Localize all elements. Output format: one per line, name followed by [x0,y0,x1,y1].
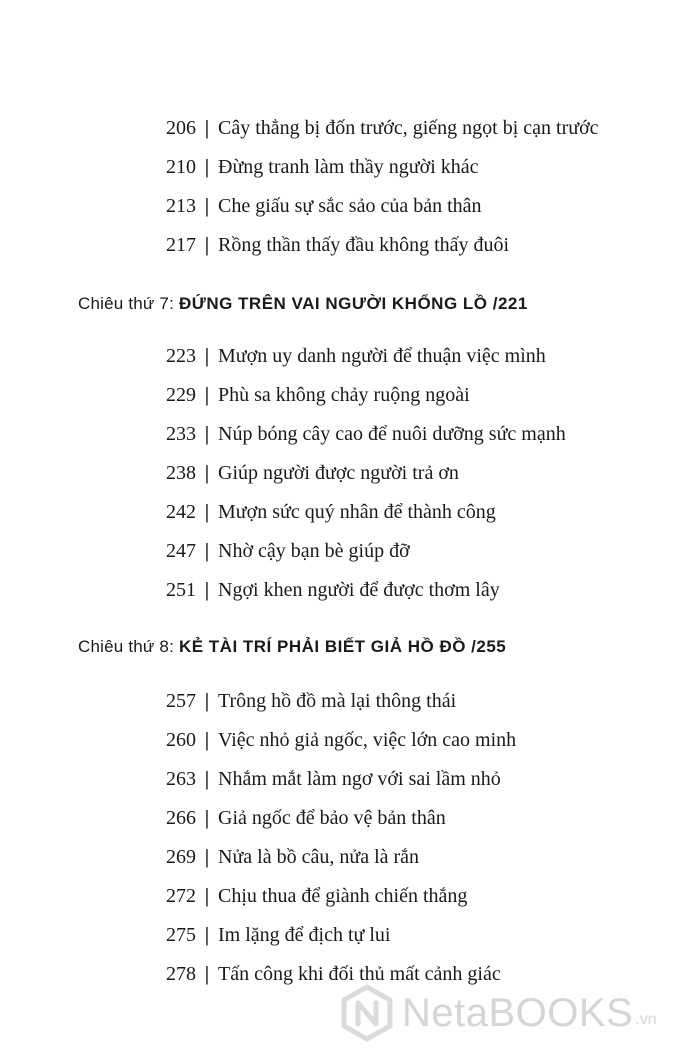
entry-separator: | [204,807,210,829]
entry-page-number: 213 [166,195,196,217]
toc-entry[interactable] [140,724,516,756]
entry-title: Im lặng để địch tự lui [218,924,391,946]
chapter-heading[interactable] [78,632,506,662]
entry-title: Nhờ cậy bạn bè giúp đỡ [218,540,410,562]
entry-separator: | [204,690,210,712]
entry-title: Che giấu sự sắc sảo của bản thân [218,195,482,217]
toc-entry[interactable] [140,841,419,873]
toc-entry[interactable] [140,418,566,450]
entry-title: Nhắm mắt làm ngơ với sai lầm nhỏ [218,768,501,790]
entry-separator: | [204,156,210,178]
entry-page-number: 275 [166,924,196,946]
entry-page-number: 272 [166,885,196,907]
netabooks-watermark [338,983,657,1043]
entry-page-number: 229 [166,384,196,406]
toc-entry[interactable] [140,190,482,222]
entry-title: Tấn công khi đối thủ mất cảnh giác [218,963,501,985]
entry-separator: | [204,384,210,406]
toc-entry[interactable] [140,574,500,606]
entry-title: Nửa là bồ câu, nửa là rắn [218,846,420,868]
entry-title: Ngợi khen người để được thơm lây [218,579,500,601]
entry-title: Phù sa không chảy ruộng ngoài [218,384,470,406]
toc-entry[interactable] [140,685,456,717]
toc-entry[interactable] [140,229,509,261]
toc-entry[interactable] [140,457,459,489]
entry-separator: | [204,540,210,562]
watermark-brand: NetaBOOKS [402,990,634,1035]
entry-page-number: 260 [166,729,196,751]
chapter-label: Chiêu thứ 7: [78,294,174,313]
toc-entry[interactable] [140,919,390,951]
entry-title: Mượn uy danh người để thuận việc mình [218,345,546,367]
entry-page-number: 206 [166,117,196,139]
entry-page-number: 251 [166,579,196,601]
entry-title: Giả ngốc để bảo vệ bản thân [218,807,446,829]
toc-entry[interactable] [140,379,470,411]
entry-separator: | [204,345,210,367]
entry-page-number: 266 [166,807,196,829]
toc-entry[interactable] [140,151,479,183]
chapter-title: ĐỨNG TRÊN VAI NGƯỜI KHỔNG LỒ /221 [178,294,528,313]
entry-title: Trông hồ đồ mà lại thông thái [218,690,457,712]
entry-page-number: 278 [166,963,196,985]
entry-page-number: 269 [166,846,196,868]
entry-separator: | [204,423,210,445]
entry-separator: | [204,579,210,601]
entry-title: Đừng tranh làm thầy người khác [218,156,479,178]
entry-separator: | [204,195,210,217]
entry-title: Giúp người được người trả ơn [218,462,459,484]
entry-separator: | [204,924,210,946]
chapter-label: Chiêu thứ 8: [78,637,174,656]
entry-page-number: 247 [166,540,196,562]
entry-separator: | [204,729,210,751]
entry-separator: | [204,462,210,484]
entry-page-number: 217 [166,234,196,256]
toc-entry[interactable] [140,535,410,567]
entry-title: Rồng thần thấy đầu không thấy đuôi [218,234,510,256]
entry-page-number: 257 [166,690,196,712]
chapter-title: KẺ TÀI TRÍ PHẢI BIẾT GIẢ HỒ ĐỒ /255 [178,637,507,656]
chapter-heading[interactable] [78,289,528,319]
entry-separator: | [204,234,210,256]
entry-page-number: 210 [166,156,196,178]
entry-title: Việc nhỏ giả ngốc, việc lớn cao minh [218,729,517,751]
entry-separator: | [204,963,210,985]
entry-title: Chịu thua để giành chiến thắng [218,885,468,907]
entry-separator: | [204,846,210,868]
toc-entry[interactable] [140,340,546,372]
entry-page-number: 233 [166,423,196,445]
toc-entry[interactable] [140,496,496,528]
toc-entry[interactable] [140,802,446,834]
toc-entry[interactable] [140,880,467,912]
entry-separator: | [204,117,210,139]
entry-separator: | [204,768,210,790]
entry-page-number: 238 [166,462,196,484]
entry-title: Núp bóng cây cao để nuôi dưỡng sức mạnh [218,423,566,445]
entry-page-number: 242 [166,501,196,523]
entry-separator: | [204,501,210,523]
netabooks-logo-icon [338,984,396,1042]
toc-entry[interactable] [140,763,501,795]
entry-page-number: 223 [166,345,196,367]
toc-entry[interactable] [140,112,599,144]
entry-separator: | [204,885,210,907]
entry-title: Cây thẳng bị đốn trước, giếng ngọt bị cạn trước [218,117,599,139]
entry-title: Mượn sức quý nhân để thành công [218,501,496,523]
entry-page-number: 263 [166,768,196,790]
watermark-suffix: .vn [635,1011,657,1028]
